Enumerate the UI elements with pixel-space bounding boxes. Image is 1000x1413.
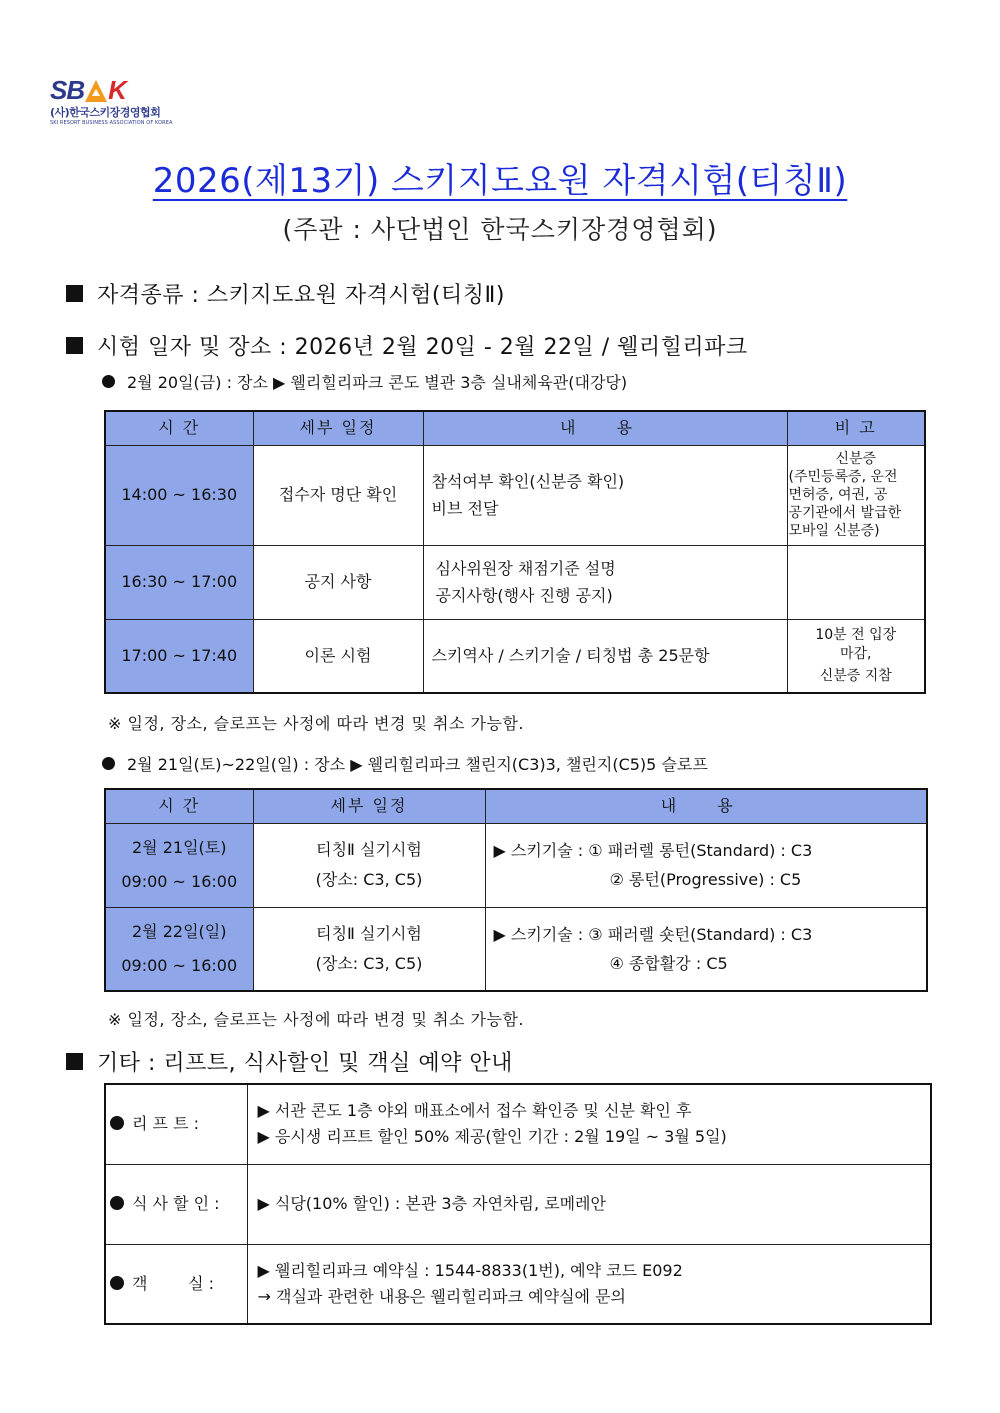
table-row bbox=[105, 619, 925, 693]
content-line-text: ② 롱턴(Progressive) : C5 bbox=[609, 870, 802, 889]
logo-letter-k: K bbox=[108, 75, 126, 105]
content-line: 심사위원장 채점기준 설명 bbox=[435, 559, 616, 578]
day1-schedule-table bbox=[104, 410, 926, 694]
col-header-detail: 세부 일정 bbox=[253, 789, 485, 823]
row-item: 접수자 명단 확인 bbox=[253, 445, 423, 545]
col-header-content: 내 용 bbox=[485, 789, 927, 823]
table-row bbox=[105, 1244, 931, 1324]
info-label-text: 리 프 트 : bbox=[132, 1114, 200, 1134]
info-label-meal bbox=[105, 1164, 247, 1244]
table-row bbox=[105, 545, 925, 619]
logo-name: (사)한국스키장경영협회 bbox=[50, 106, 161, 119]
col-header-detail: 세부 일정 bbox=[253, 411, 423, 445]
note-line: 신분증 bbox=[835, 450, 877, 467]
row-date: 2월 22일(일) bbox=[132, 921, 227, 941]
content-line: ▶ 스키기술 : ① 패러렐 롱턴(Standard) : C3 bbox=[493, 841, 813, 860]
logo-mark bbox=[50, 75, 190, 105]
info-line: ▶ 웰리힐리파크 예약실 : 1544-8833(1번), 예약 코드 E092 bbox=[257, 1260, 683, 1280]
day2-remark: ※ 일정, 장소, 슬로프는 사정에 따라 변경 및 취소 가능함. bbox=[108, 1010, 525, 1029]
info-label-lift bbox=[105, 1084, 247, 1164]
row-place: (장소: C3, C5) bbox=[315, 953, 423, 973]
info-line: ▶ 응시생 리프트 할인 50% 제공(할인 기간 : 2월 19일 ~ 3월 5일) bbox=[257, 1127, 727, 1147]
section-other bbox=[66, 1046, 513, 1077]
content-line: 공지사항(행사 진행 공지) bbox=[435, 586, 613, 605]
document-subtitle: (주관 : 사단법인 한국스키장경영협회) bbox=[282, 215, 718, 244]
circle-bullet-icon bbox=[110, 1276, 124, 1290]
note-line: 신분증 지참 bbox=[819, 667, 892, 684]
row-note bbox=[787, 445, 925, 545]
day1-heading-text: 2월 20일(금) : 장소 ▶ 웰리힐리파크 콘도 별관 3층 실내체육관(대강당) bbox=[127, 373, 628, 392]
day1-heading bbox=[102, 370, 627, 393]
table-row bbox=[105, 445, 925, 545]
row-date-time bbox=[105, 907, 253, 991]
note-line: 면허증, 여권, 공 bbox=[788, 486, 888, 503]
note-line: 마감, bbox=[840, 645, 872, 662]
document-title-wrap bbox=[0, 153, 1000, 202]
info-line: ▶ 서관 콘도 1층 야외 매표소에서 접수 확인증 및 신분 확인 후 bbox=[257, 1101, 692, 1121]
col-header-note: 비 고 bbox=[787, 411, 925, 445]
document-title: 2026(제13기) 스키지도요원 자격시험(티칭Ⅱ) bbox=[152, 161, 848, 201]
table-header-row bbox=[105, 789, 927, 823]
row-content bbox=[423, 545, 787, 619]
note-line: 공기관에서 발급한 bbox=[788, 505, 902, 522]
association-logo bbox=[50, 75, 190, 128]
info-label-text: 객 실 : bbox=[132, 1273, 215, 1293]
content-line: 참석여부 확인(신분증 확인) bbox=[431, 472, 625, 491]
info-label-room bbox=[105, 1244, 247, 1324]
logo-subtitle: SKI RESORT BUSINESS ASSOCIATION OF KOREA bbox=[50, 120, 173, 126]
content-line: 비브 전달 bbox=[431, 499, 499, 518]
col-header-content: 내 용 bbox=[423, 411, 787, 445]
section-qualification-text: 자격종류 : 스키지도요원 자격시험(티칭Ⅱ) bbox=[97, 283, 505, 308]
section-qualification bbox=[66, 278, 505, 309]
row-content bbox=[485, 823, 927, 907]
section-other-text: 기타 : 리프트, 식사할인 및 객실 예약 안내 bbox=[97, 1051, 513, 1076]
row-content: 스키역사 / 스키기술 / 티칭법 총 25문항 bbox=[423, 619, 787, 693]
circle-bullet-icon bbox=[110, 1116, 124, 1130]
mountain-peak-icon bbox=[85, 80, 107, 102]
row-content bbox=[423, 445, 787, 545]
row-item: 공지 사항 bbox=[253, 545, 423, 619]
table-row bbox=[105, 907, 927, 991]
section-schedule bbox=[66, 330, 748, 361]
row-item bbox=[253, 823, 485, 907]
col-header-time: 시 간 bbox=[105, 789, 253, 823]
info-table bbox=[104, 1083, 932, 1325]
row-item-name: 티칭Ⅱ 실기시험 bbox=[316, 923, 422, 943]
circle-bullet-icon bbox=[110, 1196, 124, 1210]
square-bullet-icon bbox=[66, 337, 83, 354]
row-date: 2월 21일(토) bbox=[132, 838, 227, 857]
info-line: → 객실과 관련한 내용은 웰리힐리파크 예약실에 문의 bbox=[257, 1286, 626, 1306]
col-header-time: 시 간 bbox=[105, 411, 253, 445]
content-line bbox=[494, 949, 927, 978]
square-bullet-icon bbox=[66, 285, 83, 302]
circle-bullet-icon bbox=[102, 757, 115, 770]
row-date-time bbox=[105, 823, 253, 907]
logo-letter-b: B bbox=[66, 75, 85, 105]
table-header-row bbox=[105, 411, 925, 445]
row-item-name: 티칭Ⅱ 실기시험 bbox=[316, 840, 422, 859]
content-line: ▶ 스키기술 : ③ 패러렐 숏턴(Standard) : C3 bbox=[493, 924, 813, 944]
day2-heading bbox=[102, 752, 708, 775]
table-row bbox=[105, 1084, 931, 1164]
content-line bbox=[494, 865, 927, 894]
day1-remark: ※ 일정, 장소, 슬로프는 사정에 따라 변경 및 취소 가능함. bbox=[108, 714, 525, 733]
table-row bbox=[105, 823, 927, 907]
note-line: 10분 전 입장 bbox=[815, 627, 897, 644]
square-bullet-icon bbox=[66, 1053, 83, 1070]
logo-letter-s: S bbox=[50, 75, 67, 105]
info-content-meal: ▶ 식당(10% 할인) : 본관 3층 자연차림, 로메레안 bbox=[247, 1164, 931, 1244]
section-schedule-text: 시험 일자 및 장소 : 2026년 2월 20일 - 2월 22일 / 웰리힐리파크 bbox=[97, 335, 748, 360]
note-line: 모바일 신분증) bbox=[788, 523, 880, 540]
row-note-empty bbox=[787, 545, 925, 619]
info-content-room bbox=[247, 1244, 931, 1324]
info-content-lift bbox=[247, 1084, 931, 1164]
row-item: 이론 시험 bbox=[253, 619, 423, 693]
row-note bbox=[787, 619, 925, 693]
table-row bbox=[105, 1164, 931, 1244]
day2-schedule-table bbox=[104, 788, 928, 992]
circle-bullet-icon bbox=[102, 375, 115, 388]
row-time: 09:00 ~ 16:00 bbox=[121, 872, 238, 891]
day2-heading-text: 2월 21일(토)~22일(일) : 장소 ▶ 웰리힐리파크 챌린지(C3)3, 챌린지(C5)5 슬로프 bbox=[127, 755, 708, 774]
info-label-text: 식 사 할 인 : bbox=[132, 1194, 220, 1214]
content-line-text: ④ 종합활강 : C5 bbox=[609, 953, 728, 973]
row-place: (장소: C3, C5) bbox=[315, 870, 423, 889]
row-time: 17:00 ~ 17:40 bbox=[105, 619, 253, 693]
row-time: 09:00 ~ 16:00 bbox=[121, 955, 238, 975]
row-time: 14:00 ~ 16:30 bbox=[105, 445, 253, 545]
note-line: (주민등록증, 운전 bbox=[788, 468, 898, 485]
row-item bbox=[253, 907, 485, 991]
row-time: 16:30 ~ 17:00 bbox=[105, 545, 253, 619]
row-content bbox=[485, 907, 927, 991]
